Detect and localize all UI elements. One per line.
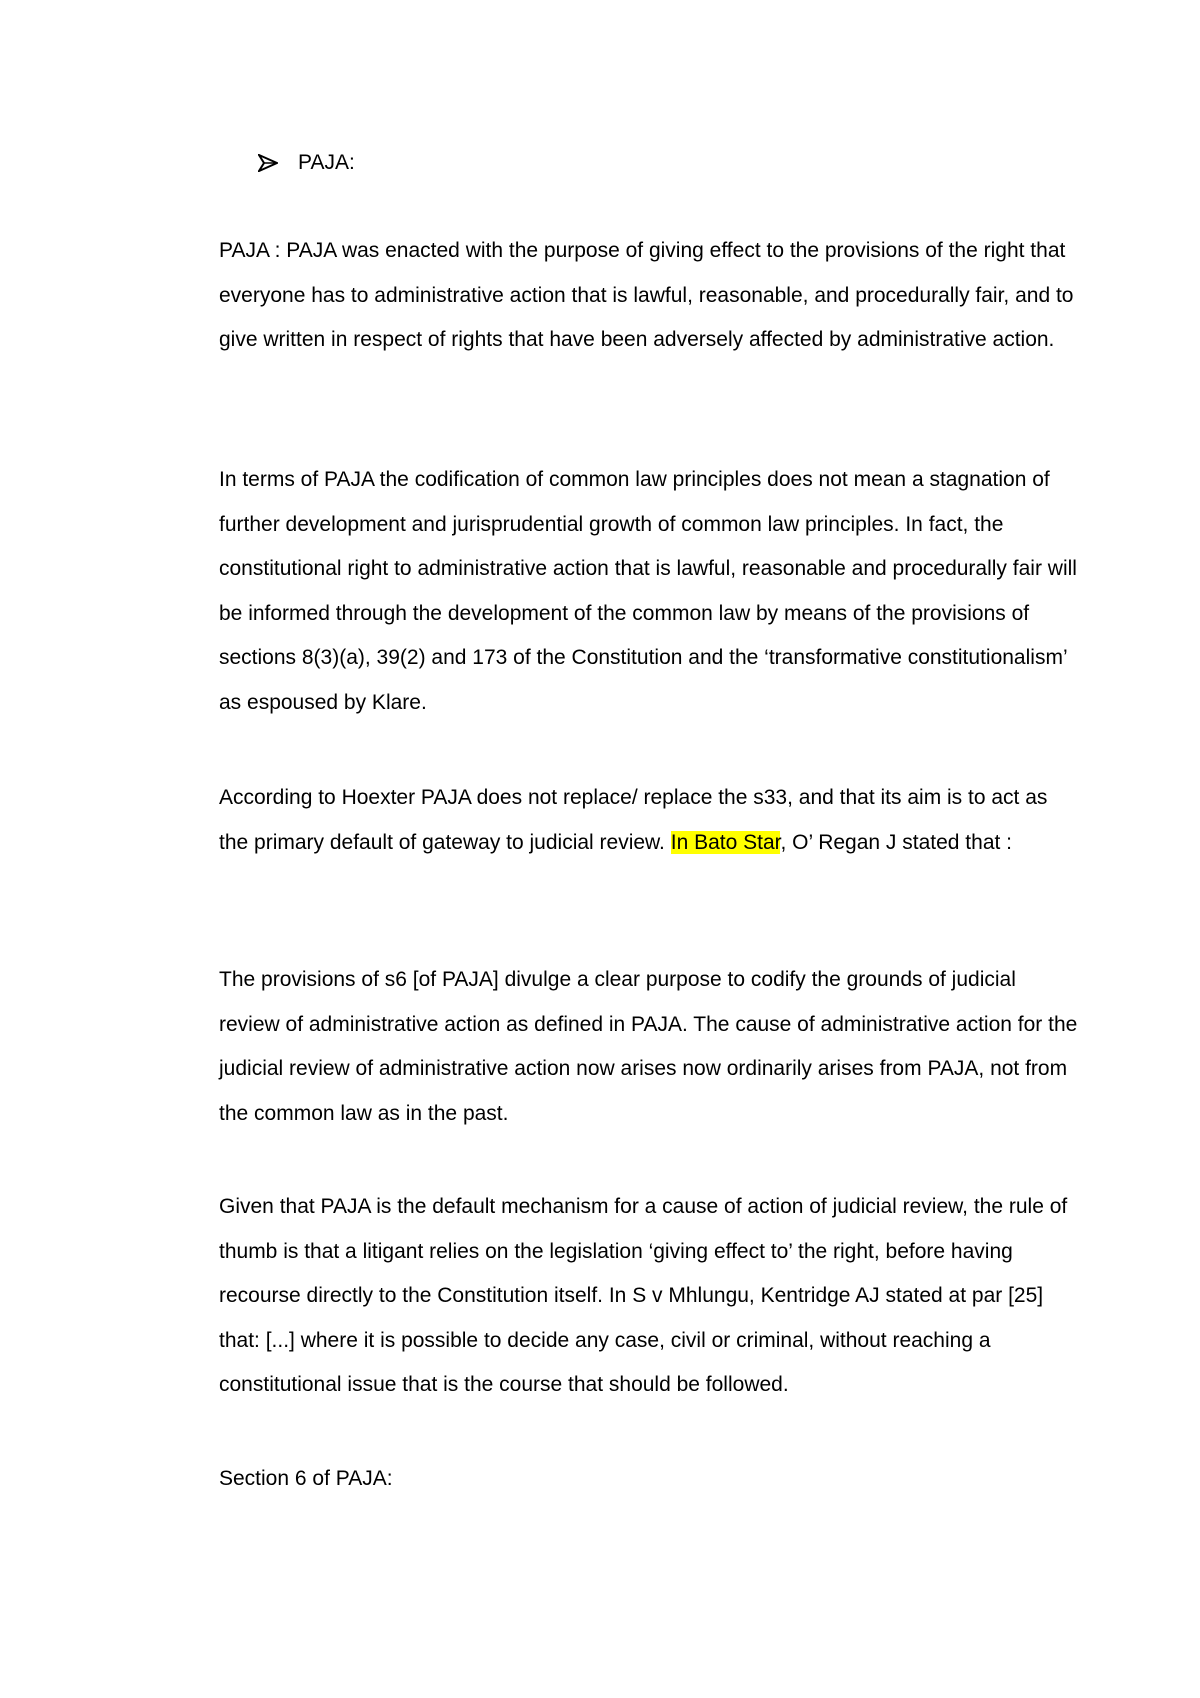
paragraph-hoexter-text: According to Hoexter PAJA does not replace/ replace the s33, and that its aim is to act as the primary default of gateway to judicial review. — [219, 786, 1048, 854]
paragraph-bato-star-quote: The provisions of s6 [of PAJA] divulge a clear purpose to codify the grounds of judicial review of administrative action as defined in PAJA. The cause of administrative action for the judicial review of administrative action now arises now ordinarily arises from PAJA, not from the common law as in the past. — [219, 968, 1078, 1125]
highlighted-case-name: In Bato Star — [670, 830, 781, 854]
paragraph-paja-purpose: PAJA : PAJA was enacted with the purpose of giving effect to the provisions of the right that everyone has to administrative action that is lawful, reasonable, and procedurally fair, and to give written in respect of rights that have been adversely affected by administrative action. — [219, 239, 1074, 351]
heading-text: PAJA: — [298, 151, 355, 174]
paragraph-hoexter — [219, 776, 1079, 865]
arrowhead-bullet-icon — [258, 154, 298, 172]
section-heading — [258, 148, 355, 178]
paragraph-mhlungu: Given that PAJA is the default mechanism for a cause of action of judicial review, the rule of thumb is that a litigant relies on the legislation ‘giving effect to’ the right, before having recourse directly to the Constitution itself. In S v Mhlungu, Kentridge AJ stated at par [25] that: [...] where it is possible to decide any case, civil or criminal, without reaching a constitutional issue that is the course that should be followed. — [219, 1195, 1068, 1396]
paragraph-hoexter-text-end: , O’ Regan J stated that : — [780, 830, 1012, 854]
paragraph-codification: In terms of PAJA the codification of common law principles does not mean a stagnation of further development and jurisprudential growth of common law principles. In fact, the constitutional right to administrative action that is lawful, reasonable and procedurally fair will be informed through the development of the common law by means of the provisions of sections 8(3)(a), 39(2) and 173 of the Constitution and the ‘transformative constitutionalism’ as espoused by Klare. — [219, 468, 1077, 714]
paragraph-section-6: Section 6 of PAJA: — [219, 1467, 393, 1490]
